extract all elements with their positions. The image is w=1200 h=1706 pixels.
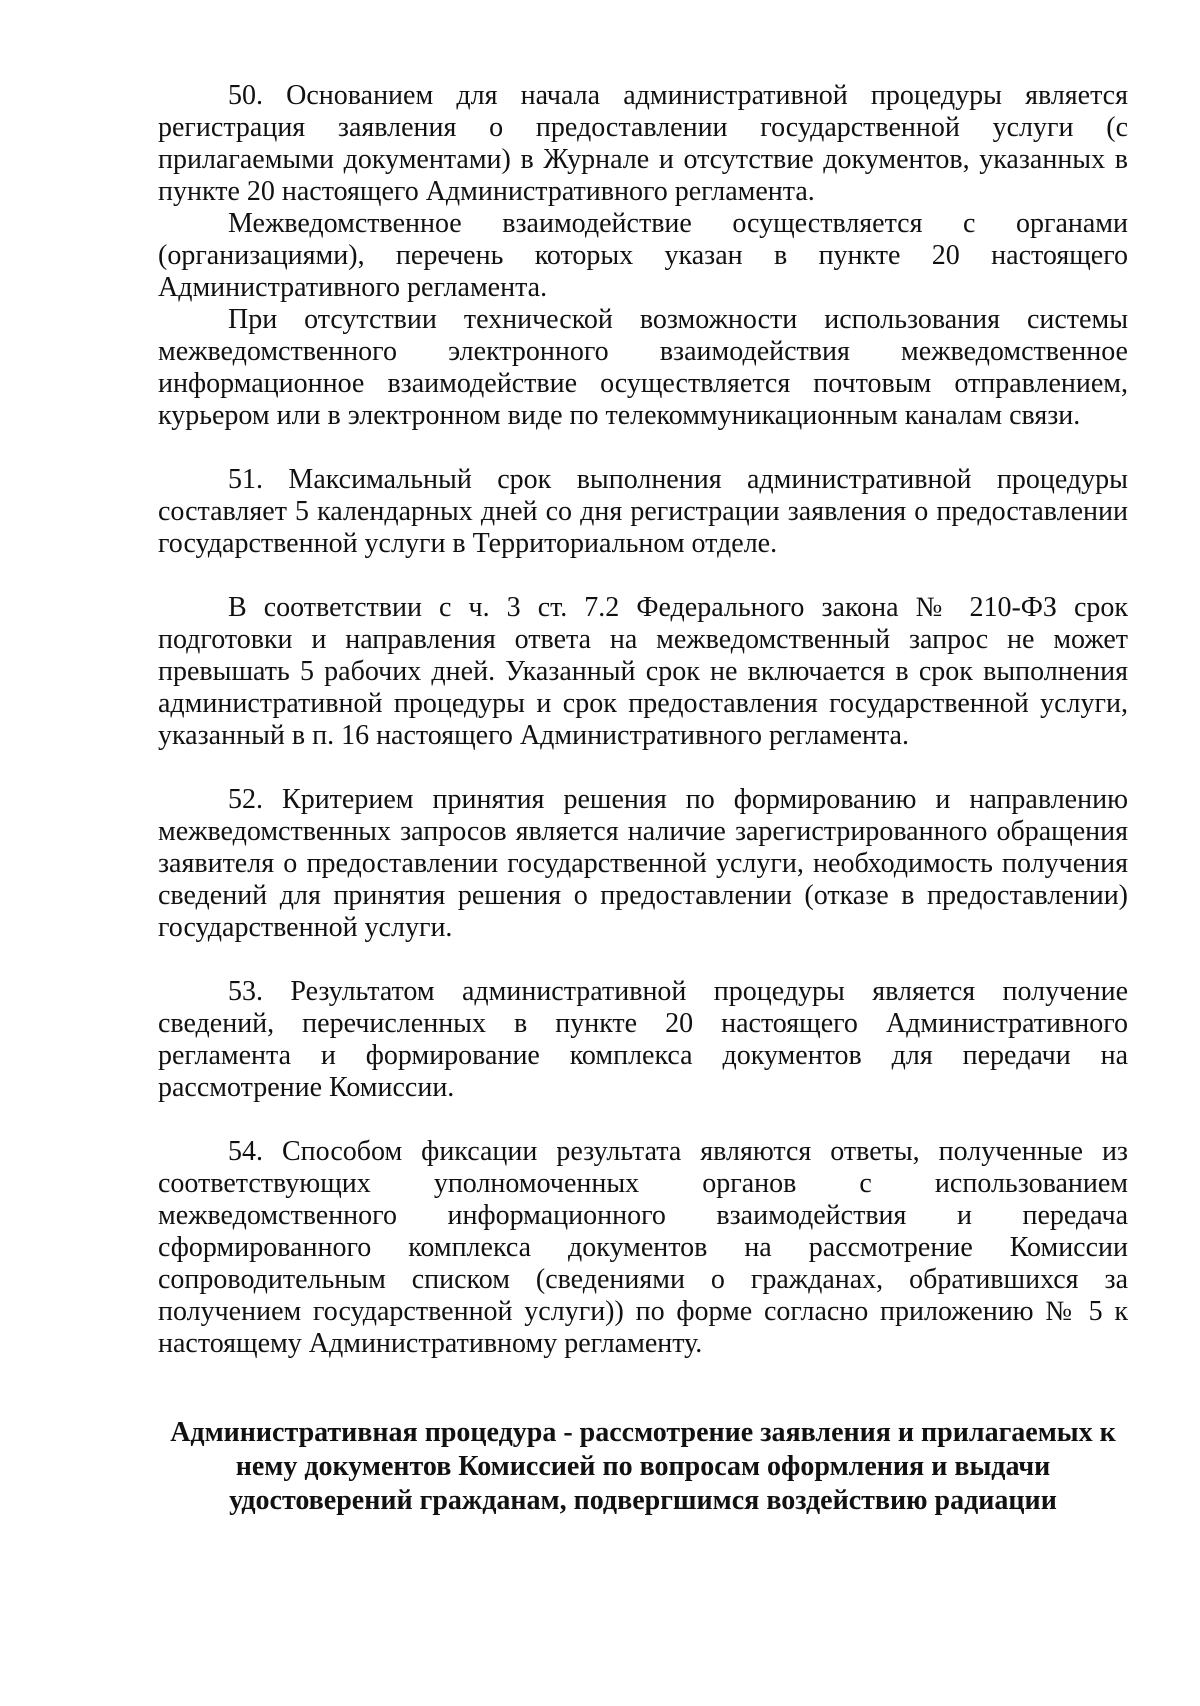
paragraph-53: 53. Результатом административной процедуры является получение сведений, перечисленных в пункте 20 настоящего Административного регламента и формирование комплекса документов для передачи на рассмотрение Комиссии. xyxy=(158,976,1128,1103)
paragraph-50-no-technical-possibility: При отсутствии технической возможности использования системы межведомственного электронного взаимодействия межведомственное информационное взаимодействие осуществляется почтовым отправлением, курьером или в электронном виде по телекоммуникационным каналам связи. xyxy=(158,304,1128,431)
section-heading-line-2: нему документов Комиссией по вопросам оформления и выдачи xyxy=(235,1451,1051,1482)
paragraph-51: 51. Максимальный срок выполнения административной процедуры составляет 5 календарных дней со дня регистрации заявления о предоставлении государственной услуги в Территориальном отделе. xyxy=(158,464,1128,559)
section-heading xyxy=(158,1416,1128,1518)
section-heading-line-1: Административная процедура - рассмотрение заявления и прилагаемых к xyxy=(170,1417,1116,1448)
document-body xyxy=(158,80,1128,1518)
paragraph-51-law-reference: В соответствии с ч. 3 ст. 7.2 Федерального закона № 210-ФЗ срок подготовки и направления ответа на межведомственный запрос не может превышать 5 рабочих дней. Указанный срок не включается в срок выполнения административной процедуры и срок предоставления государственной услуги, указанный в п. 16 настоящего Административного регламента. xyxy=(158,592,1128,751)
section-heading-line-3: удостоверений гражданам, подвергшимся воздействию радиации xyxy=(229,1485,1057,1516)
paragraph-50-interagency: Межведомственное взаимодействие осуществляется с органами (организациями), перечень которых указан в пункте 20 настоящего Административного регламента. xyxy=(158,208,1128,303)
paragraph-54: 54. Способом фиксации результата являются ответы, полученные из соответствующих уполномоченных органов с использованием межведомственного информационного взаимодействия и передача сформированного комплекса документов на рассмотрение Комиссии сопроводительным списком (сведениями о гражданах, обратившихся за получением государственной услуги)) по форме согласно приложению № 5 к настоящему Административному регламенту. xyxy=(158,1136,1128,1359)
paragraph-52: 52. Критерием принятия решения по формированию и направлению межведомственных запросов является наличие зарегистрированного обращения заявителя о предоставлении государственной услуги, необходимость получения сведений для принятия решения о предоставлении (отказе в предоставлении) государственной услуги. xyxy=(158,784,1128,943)
paragraph-50: 50. Основанием для начала административной процедуры является регистрация заявления о предоставлении государственной услуги (с прилагаемыми документами) в Журнале и отсутствие документов, указанных в пункте 20 настоящего Административного регламента. xyxy=(158,80,1128,207)
